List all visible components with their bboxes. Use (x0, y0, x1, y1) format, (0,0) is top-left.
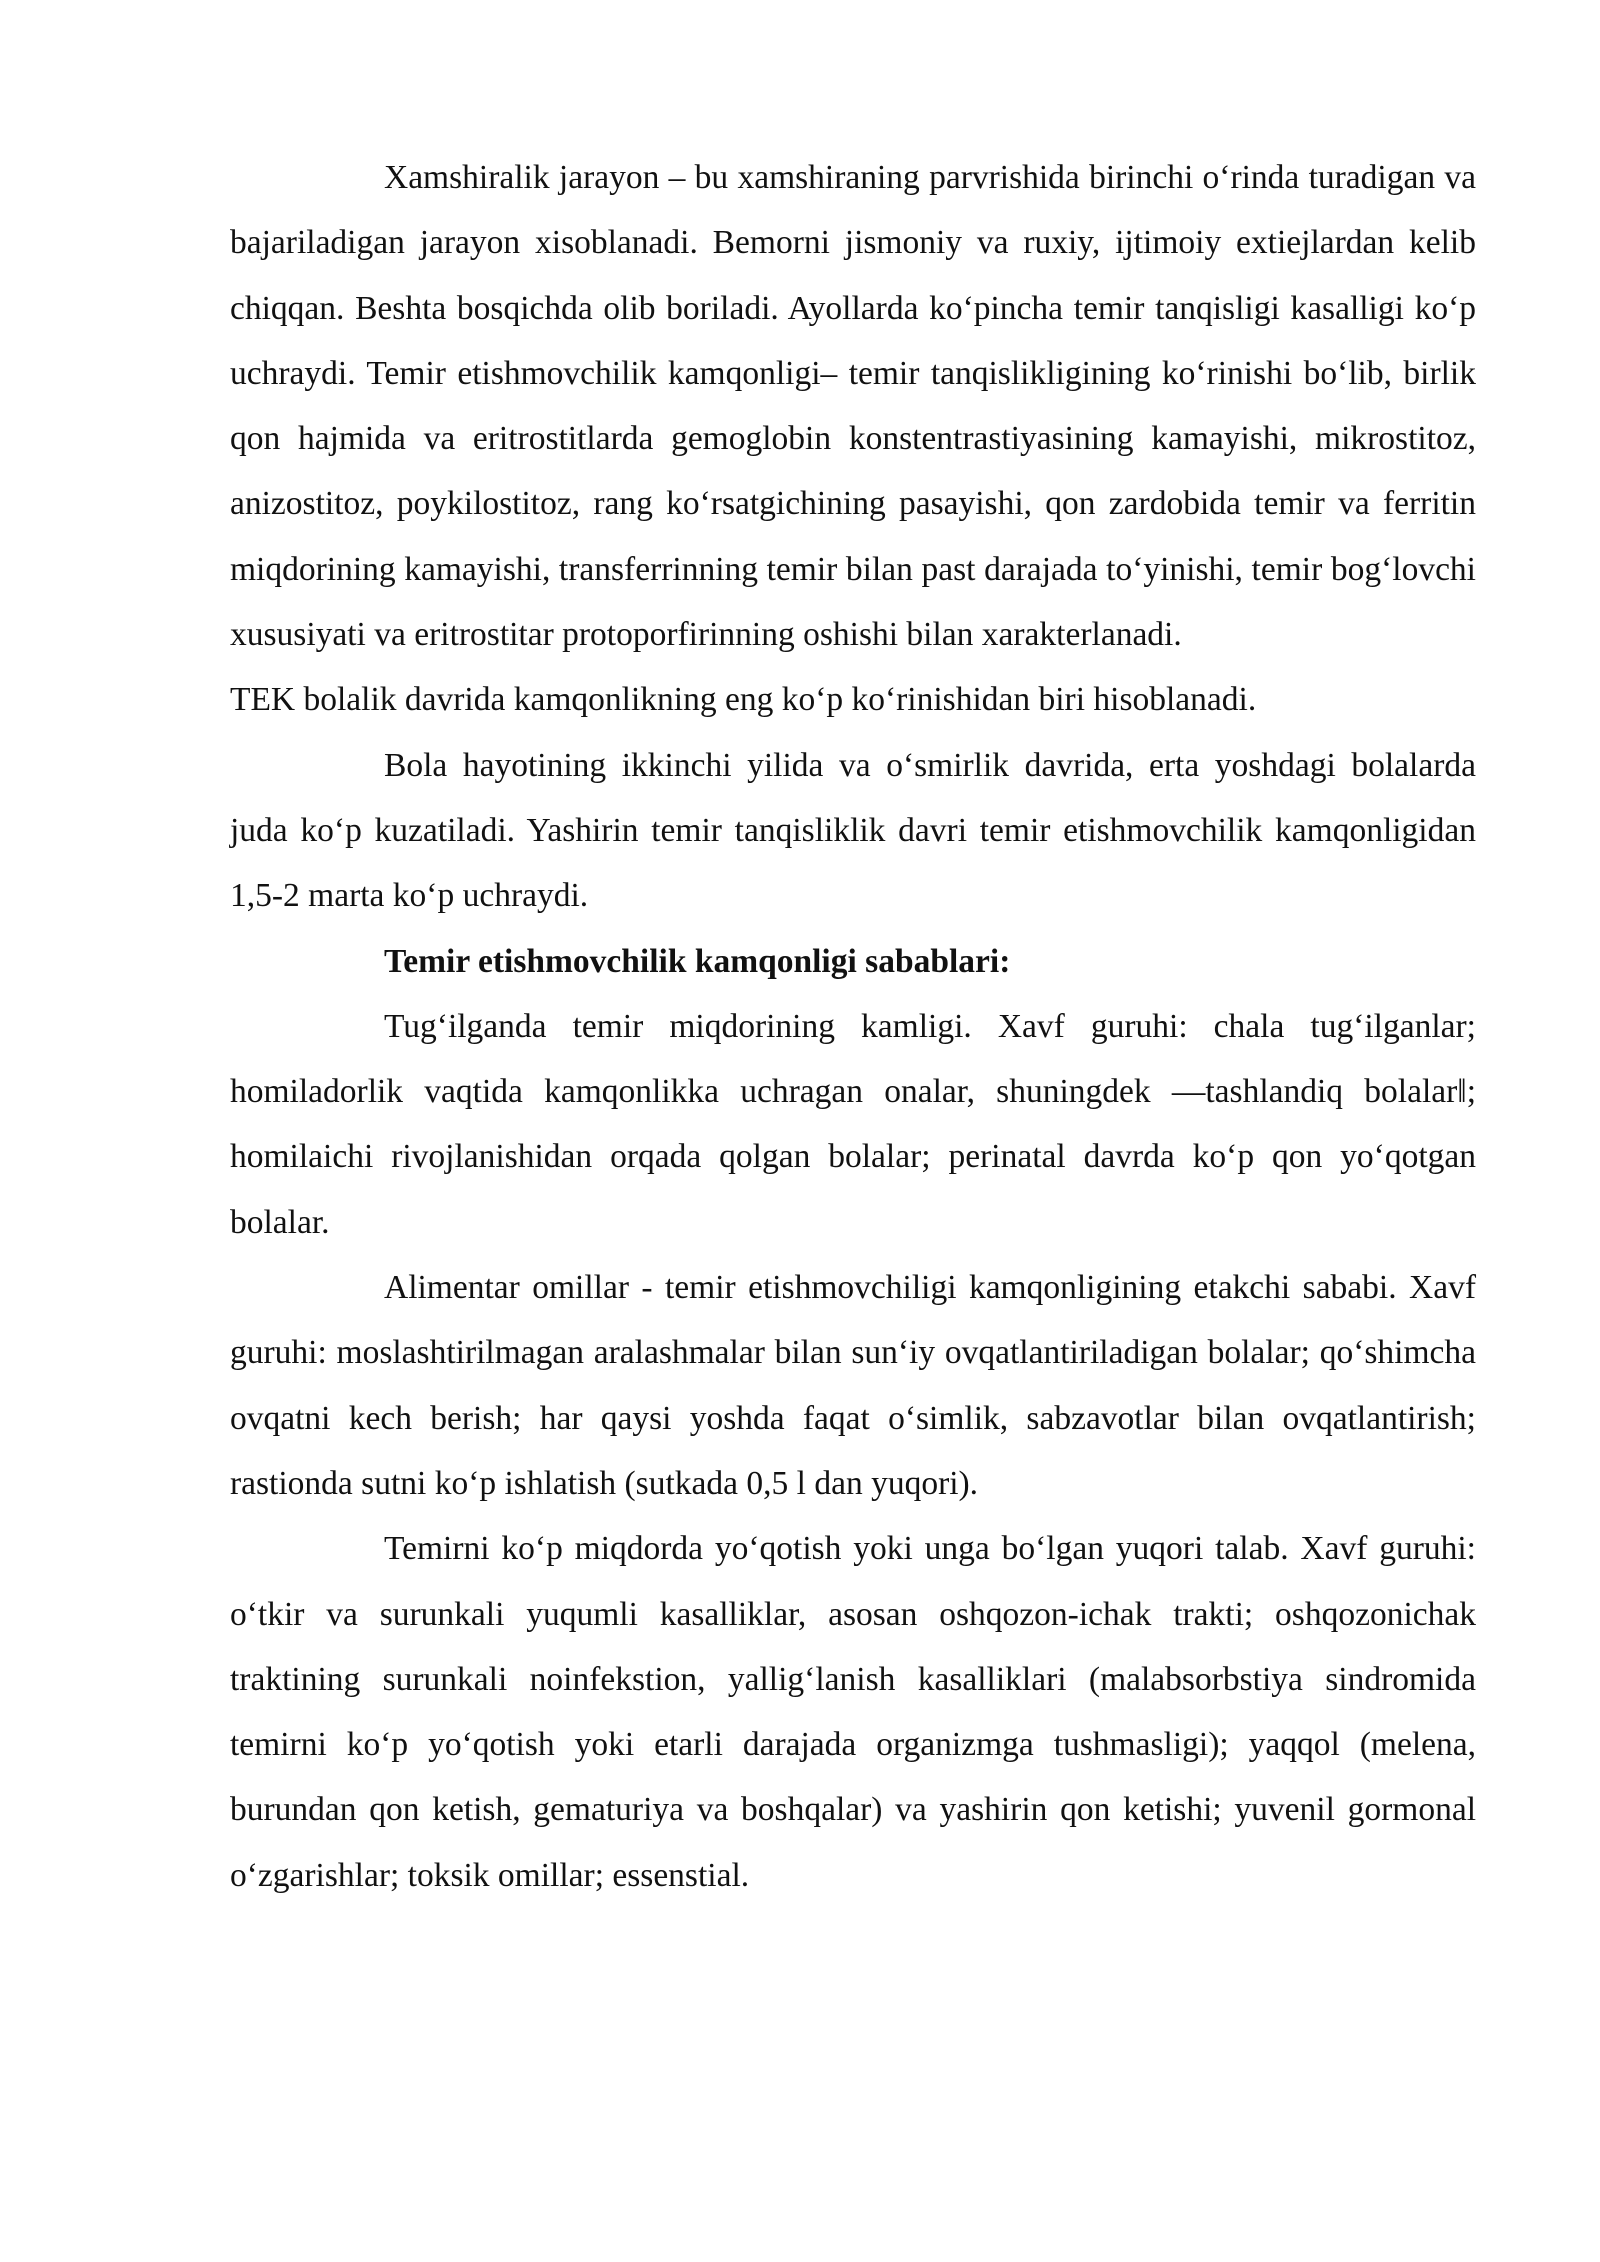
paragraph-nursing-process: Xamshiralik jarayon – bu xamshiraning parvrishida birinchi o‘rinda turadigan va bajariladigan jarayon xisoblanadi. Bemorni jismoniy va ruxiy, ijtimoiy extiejlardan kelib chiqqan. Beshta bosqichda olib boriladi. Ayollarda ko‘pincha temir tanqisligi kasalligi ko‘p uchraydi. Temir etishmovchilik kamqonligi– temir tanqislikligining ko‘rinishi bo‘lib, birlik qon hajmida va eritrostitlarda gemoglobin konstentrastiyasining kamayishi, mikrostitoz, anizostitoz, poykilostitoz, rang ko‘rsatgichining pasayishi, qon zardobida temir va ferritin miqdorining kamayishi, transferrinning temir bilan past darajada to‘yinishi, temir bog‘lovchi xususiyati va eritrostitar protoporfirinning oshishi bilan xarakterlanadi. (230, 159, 1476, 654)
section-heading-causes: Temir etishmovchilik kamqonligi sabablari: (384, 942, 1011, 980)
paragraph-age-prevalence: Bola hayotining ikkinchi yilida va o‘smirlik davrida, erta yoshdagi bolalarda juda ko‘p kuzatiladi. Yashirin temir tanqisliklik davri temir etishmovchilik kamqonligidan 1,5-2 marta ko‘p uchraydi. (230, 746, 1476, 915)
paragraph-tek-childhood: TEK bolalik davrida kamqonlikning eng ko‘p ko‘rinishidan biri hisoblanadi. (230, 681, 1257, 719)
document-page (230, 145, 1476, 1908)
paragraph-birth-iron-deficit: Tug‘ilganda temir miqdorining kamligi. Xavf guruhi: chala tug‘ilganlar; homiladorlik vaqtida kamqonlikka uchragan onalar, shuningdek ―tashlandiq bolalar‖; homilaichi rivojlanishidan orqada qolgan bolalar; perinatal davrda ko‘p qon yo‘qotgan bolalar. (230, 1007, 1476, 1241)
paragraph-iron-loss: Temirni ko‘p miqdorda yo‘qotish yoki unga bo‘lgan yuqori talab. Xavf guruhi: o‘tkir va surunkali yuqumli kasalliklar, asosan oshqozon-ichak trakti; oshqozonichak traktining surunkali noinfekstion, yallig‘lanish kasalliklari (malabsorbstiya sindromida temirni ko‘p yo‘qotish yoki etarli darajada organizmga tushmasligi); yaqqol (melena, burundan qon ketish, gematuriya va boshqalar) va yashirin qon ketishi; yuvenil gormonal o‘zgarishlar; toksik omillar; essenstial. (230, 1530, 1476, 1894)
paragraph-alimentary-factors: Alimentar omillar - temir etishmovchiligi kamqonligining etakchi sababi. Xavf guruhi: moslashtirilmagan aralashmalar bilan sun‘iy ovqatlantiriladigan bolalar; qo‘shimcha ovqatni kech berish; har qaysi yoshda faqat o‘simlik, sabzavotlar bilan ovqatlantirish; rastionda sutni ko‘p ishlatish (sutkada 0,5 l dan yuqori). (230, 1269, 1476, 1502)
